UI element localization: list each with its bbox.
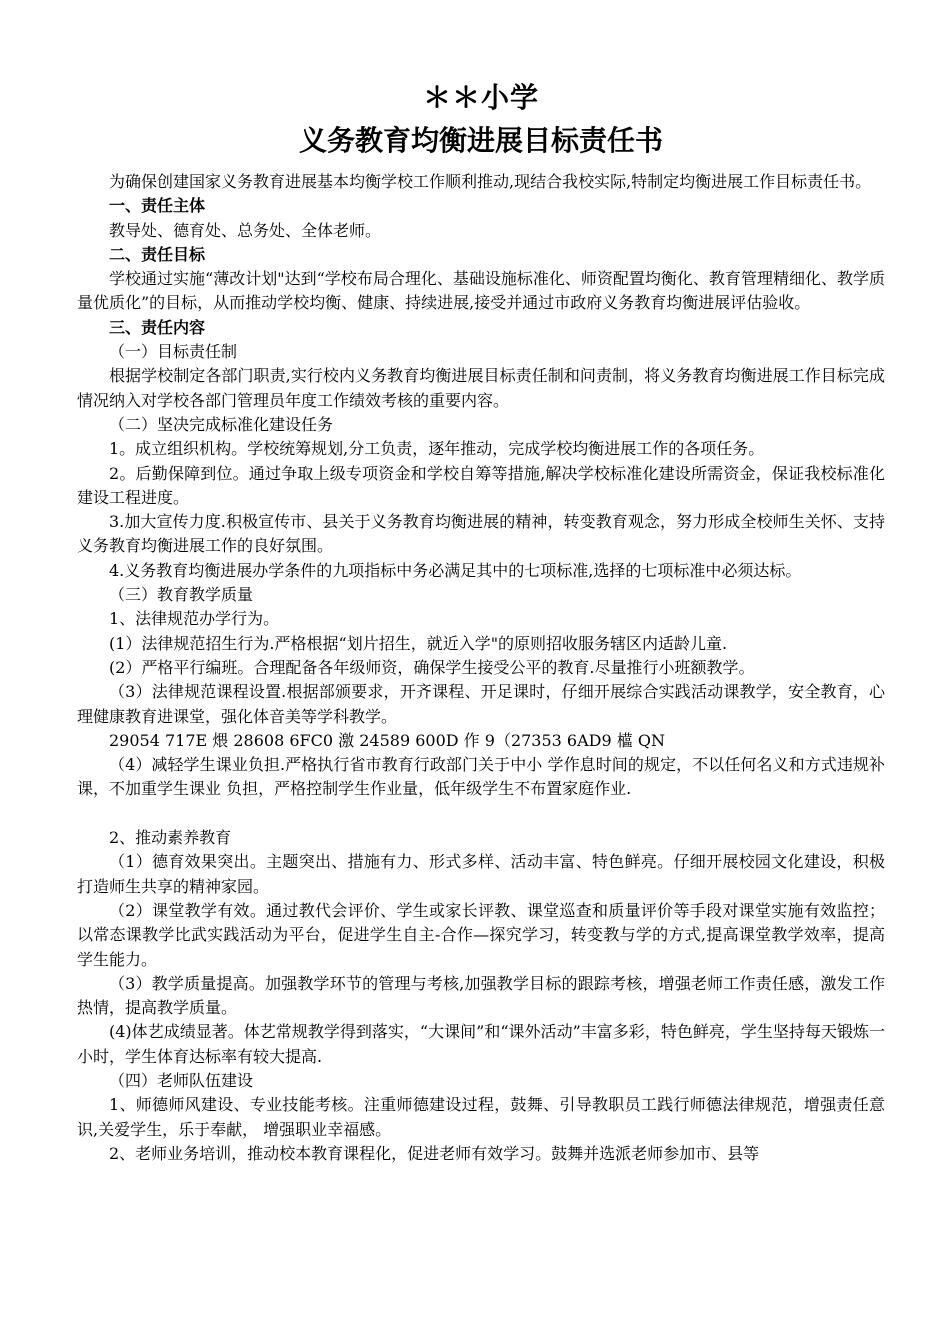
document-body (77, 170, 885, 1166)
body-paragraph: 1。成立组织机构。学校统筹规划,分工负责，逐年推动，完成学校均衡进展工作的各项任务。 (109, 439, 765, 459)
body-paragraph: （4）减轻学生课业负担.严格执行省市教育行政部门关于中小 学作息时间的规定，不以任何名义和方式违规补课，不加重学生课业 负担，严格控制学生作业量，低年级学生不布置家庭作业. (77, 755, 885, 799)
body-paragraph: （四）老师队伍建设 (109, 1070, 254, 1090)
body-paragraph: （三）教育教学质量 (109, 585, 254, 605)
body-paragraph: 2、老师业务培训，推动校本教育课程化，促进老师有效学习。鼓舞并选派老师参加市、县等 (109, 1143, 760, 1163)
school-title: ＊＊小学 (422, 81, 539, 114)
body-paragraph: 2。后勤保障到位。通过争取上级专项资金和学校自筹等措施,解决学校标准化建设所需资金，保证我校标准化建设工程进度。 (77, 463, 885, 507)
body-paragraph: 2、推动素养教育 (109, 828, 232, 848)
body-paragraph: （1）德育效果突出。主题突出、措施有力、形式多样、活动丰富、特色鲜亮。仔细开展校园文化建设，积极打造师生共享的精神家园。 (77, 852, 885, 896)
body-paragraph: 学校通过实施“薄改计划"达到“学校布局合理化、基础设施标准化、师资配置均衡化、教育管理精细化、教学质量优质化”的目标，从而推动学校均衡、健康、持续进展,接受并通过市政府义务教育均衡进展评估验收。 (77, 269, 885, 313)
body-paragraph: 为确保创建国家义务教育进展基本均衡学校工作顺利推动,现结合我校实际,特制定均衡进展工作目标责任书。 (109, 172, 872, 191)
body-paragraph: (1）法律规范招生行为.严格根据“划片招生，就近入学"的原则招收服务辖区内适龄儿童. (109, 633, 728, 653)
section-heading: 三、责任内容 (109, 317, 206, 337)
body-paragraph: (2）严格平行编班。合理配备各年级师资，确保学生接受公平的教育.尽量推行小班额教学。 (109, 657, 755, 677)
blank-line (77, 802, 885, 826)
body-paragraph: （一）目标责任制 (109, 342, 238, 362)
section-heading: 二、责任目标 (109, 244, 206, 264)
body-paragraph: （3）教学质量提高。加强教学环节的管理与考核,加强教学目标的跟踪考核，增强老师工作责任感，激发工作热情，提高教学质量。 (77, 973, 885, 1018)
section-heading: 一、责任主体 (109, 196, 206, 216)
document-page (77, 80, 885, 1166)
body-paragraph: 根据学校制定各部门职责,实行校内义务教育均衡进展目标责任制和问责制，将义务教育均衡进展工作目标完成情况纳入对学校各部门管理员年度工作绩效考核的重要内容。 (77, 366, 885, 410)
body-paragraph: 3.加大宣传力度.积极宣传市、县关于义务教育均衡进展的精神，转变教育观念，努力形成全校师生关怀、支持义务教育均衡进展工作的良好氛围。 (77, 512, 885, 556)
body-paragraph: 教导处、德育处、总务处、全体老师。 (109, 220, 382, 240)
body-paragraph: 29054 717E 煨 28608 6FC0 激 24589 600D 作 9（27353 6AD9 櫙 QN (109, 730, 665, 750)
body-paragraph: 1、师德师风建设、专业技能考核。注重师德建设过程，鼓舞、引导教职员工践行师德法律规范，增强责任意识,关爱学生，乐于奉献， 增强职业幸福感。 (77, 1095, 885, 1139)
body-paragraph: （二）坚决完成标准化建设任务 (109, 414, 334, 434)
body-paragraph: （2）课堂教学有效。通过教代会评价、学生或家长评教、课堂巡查和质量评价等手段对课堂实施有效监控；以常态课教学比武实践活动为平台，促进学生自主-合作—探究学习，转变教与学的方式,提高课堂教学效率，提高学生能力。 (77, 900, 885, 969)
document-title: 义务教育均衡进展目标责任书 (298, 124, 663, 157)
body-paragraph: 4.义务教育均衡进展办学条件的九项指标中务必满足其中的七项标准,选择的七项标准中必须达标。 (109, 560, 802, 580)
body-paragraph: (4)体艺成绩显著。体艺常规教学得到落实，“大课间”和“课外活动”丰富多彩，特色鲜亮，学生坚持每天锻炼一小时，学生体育达标率有较大提高. (77, 1022, 885, 1066)
body-paragraph: 1、法律规范办学行为。 (109, 609, 280, 629)
body-paragraph: （3）法律规范课程设置.根据部颁要求，开齐课程、开足课时，仔细开展综合实践活动课教学，安全教育，心理健康教育进课堂，强化体音美等学科教学。 (77, 682, 885, 726)
